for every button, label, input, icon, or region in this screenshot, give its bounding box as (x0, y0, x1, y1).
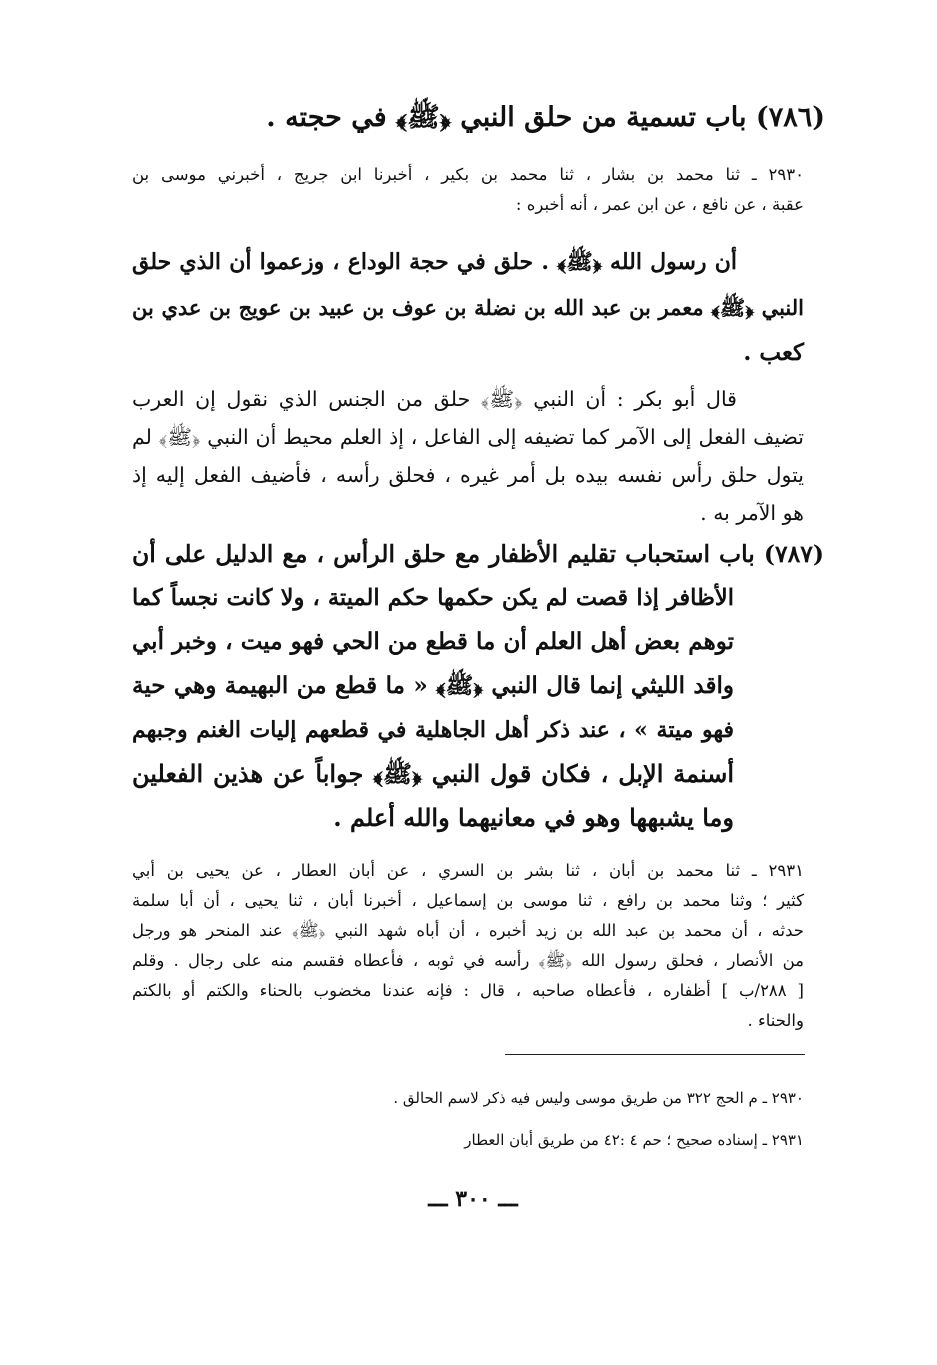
footnote-2930: ٢٩٣٠ ـ م الحج ٣٢٢ من طريق موسى وليس فيه ذكر لاسم الحالق . (393, 1089, 804, 1107)
chapter-786-heading (120, 96, 825, 140)
matn-line: أن رسول الله ﴿ﷺ﴾ . حلق في حجة الوداع ، وزعموا أن الذي حلق (132, 249, 737, 275)
abu-bakr-comment-cont (132, 418, 804, 532)
chapter-787-line: توهم بعض أهل العلم أن ما قطع من الحي فهو ميت ، وخبر أبي (132, 628, 734, 655)
chapter-787-line: وما يشبهها وهو في معانيهما والله أعلم . (333, 803, 734, 832)
chapter-787-line: (٧٨٧) باب استحباب تقليم الأظفار مع حلق الرأس ، مع الدليل على أن (132, 540, 824, 568)
hadith-line: ٢٩٣١ ـ ثنا محمد بن أبان ، ثنا بشر بن السري ، عن أبان العطار ، عن يحيى بن أبي (132, 861, 804, 880)
comment-line: قال أبو بكر : أن النبي ﴿ﷺ﴾ حلق من الجنس الذي نقول إن العرب (132, 387, 737, 411)
abu-bakr-comment (132, 380, 737, 418)
chapter-787-line: فهو ميتة » ، عند ذكر أهل الجاهلية في قطعهم إليات الغنم وجبهم (132, 717, 734, 743)
hadith-line: والحناء . (747, 1011, 804, 1030)
chapter-787-line: الأظافر إذا قصت لم يكن حكمها حكم الميتة ، ولا كانت نجساً كما (132, 585, 734, 611)
page-number: ـــ ٣٠٠ ـــ (428, 1186, 518, 1212)
hadith-line: حدثه ، أن محمد بن عبد الله بن زيد أخبره ، أن أباه شهد النبي ﴿ﷺ﴾ عند المنحر هو ورجل (132, 921, 804, 940)
hadith-line: كثير ؛ وثنا محمد بن رافع ، ثنا موسى بن إسماعيل ، أخبرنا أبان ، ثنا يحيى ، أن أبا سلمة (132, 891, 804, 910)
hadith-2931 (132, 856, 804, 1036)
hadith-2930-isnad (132, 160, 804, 220)
hadith-line: من الأنصار ، فحلق رسول الله ﴿ﷺ﴾ رأسه في ثوبه ، فأعطاه فقسم منه على رجال . وقلم (132, 951, 804, 970)
hadith-2930-matn (132, 240, 737, 285)
chapter-787-heading (132, 532, 824, 576)
chapter-787-line: واقد الليثي إنما قال النبي ﴿ﷺ﴾ « ما قطع من البهيمة وهي حية (132, 672, 734, 699)
hadith-2930-matn-cont (132, 285, 804, 375)
chapter-786-line: (٧٨٦) باب تسمية من حلق النبي ﴿ﷺ﴾ في حجته . (266, 102, 825, 133)
chapter-787-heading-cont (132, 576, 734, 840)
footnotes (300, 1086, 804, 1152)
footnote-2931: ٢٩٣١ ـ إسناده صحيح ؛ حم ٤ :٤٢ من طريق أبان العطار (464, 1131, 804, 1149)
isnad-line: عقبة ، عن نافع ، عن ابن عمر ، أنه أخبره : (515, 195, 804, 214)
comment-line: يتول حلق رأس نفسه بيده بل أمر غيره ، فحلق رأسه ، فأضيف الفعل إليه إذ (132, 463, 804, 487)
footnote-separator (505, 1054, 805, 1055)
comment-line: تضيف الفعل إلى الآمر كما تضيفه إلى الفاعل ، إذ العلم محيط أن النبي ﴿ﷺ﴾ لم (132, 425, 804, 449)
comment-line: هو الآمر به . (700, 501, 804, 525)
chapter-787-line: أسنمة الإبل ، فكان قول النبي ﴿ﷺ﴾ جواباً عن هذين الفعلين (132, 759, 734, 788)
matn-line: النبي ﴿ﷺ﴾ معمر بن عبد الله بن نضلة بن عوف بن عبيد بن عويج بن عدي بن (132, 295, 804, 320)
isnad-line: ٢٩٣٠ ـ ثنا محمد بن بشار ، ثنا محمد بن بكير ، أخبرنا ابن جريج ، أخبرني موسى بن (132, 165, 804, 184)
matn-line: كعب . (743, 339, 804, 366)
hadith-line: [ ٢٨٨/ب ] أظفاره ، فأعطاه صاحبه ، قال : فإنه عندنا مخضوب بالحناء والكتم أو بالكتم (132, 981, 804, 1000)
